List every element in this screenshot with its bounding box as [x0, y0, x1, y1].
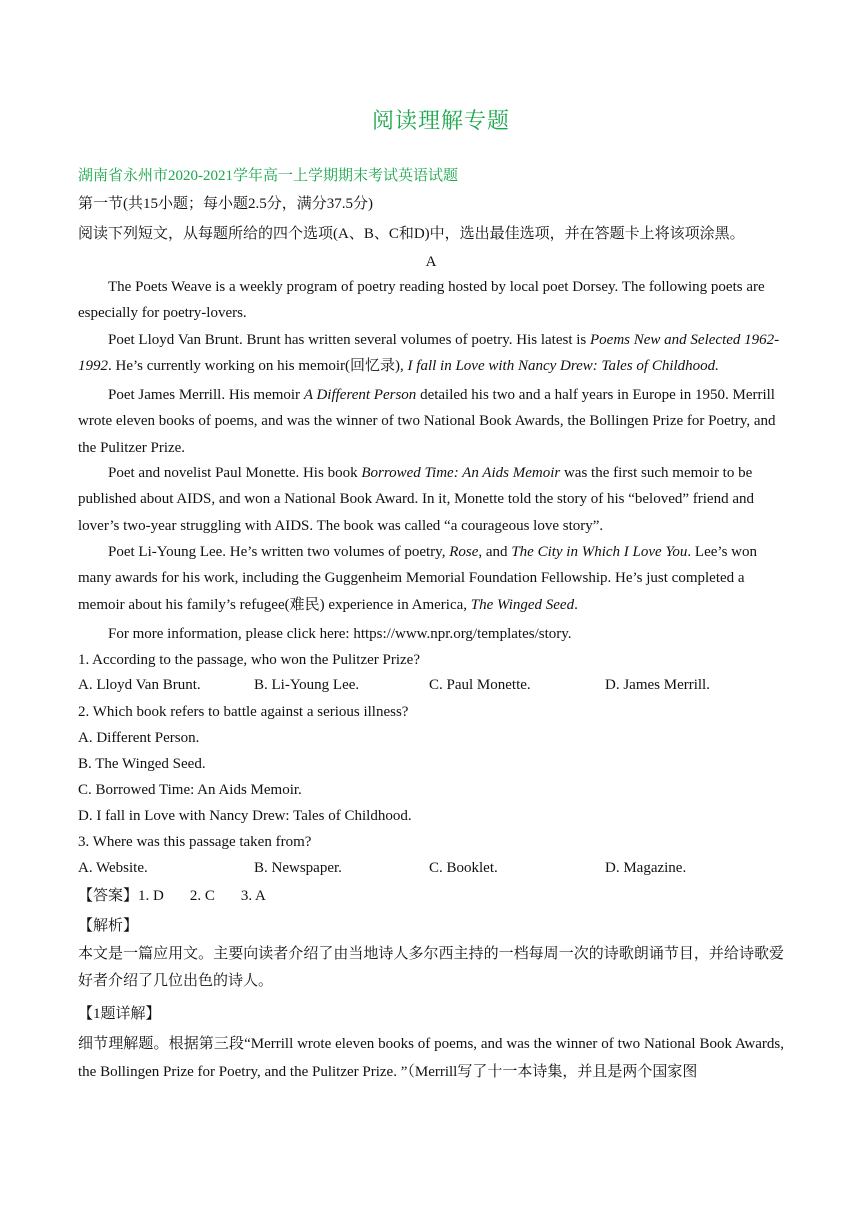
section-heading: 第一节(共15小题；每小题2.5分，满分37.5分) — [78, 196, 373, 212]
q3-option-c: C. Booklet. — [429, 860, 498, 876]
q2-option-b: B. The Winged Seed. — [78, 756, 206, 772]
passage-paragraph-2: Poet Lloyd Van Brunt. Brunt has written several volumes of poetry. His latest is Poems New and Selected 1962-1992. He’s currently working on his memoir(回忆录), I fall in Love with Nancy Drew: Tales of Childhood. — [78, 332, 780, 375]
instruction: 阅读下列短文，从每题所给的四个选项(A、B、C和D)中，选出最佳选项，并在答题卡上将该项涂黑。 — [78, 226, 745, 242]
answer-1: 1. D — [138, 888, 164, 904]
detail-text: 细节理解题。根据第三段“Merrill wrote eleven books of poems, and was the winner of two National Book Awards, the Bollingen Prize for Poetry, and the Pulitzer Prize. ”（Merrill写了十一本诗集，并且是两个国家图 — [78, 1036, 784, 1080]
passage-paragraph-1: The Poets Weave is a weekly program of poetry reading hosted by local poet Dorsey. The following poets are especially for poetry-lovers. — [78, 279, 765, 322]
exam-source: 湖南省永州市2020-2021学年高一上学期期末考试英语试题 — [78, 168, 458, 184]
question-1-stem: 1. According to the passage, who won the Pulitzer Prize? — [78, 652, 420, 668]
q2-option-d: D. I fall in Love with Nancy Drew: Tales of Childhood. — [78, 808, 412, 824]
q3-option-b: B. Newspaper. — [254, 860, 342, 876]
q1-option-c: C. Paul Monette. — [429, 677, 531, 693]
answer-label: 【答案】 — [78, 888, 139, 904]
q1-option-b: B. Li-Young Lee. — [254, 677, 360, 693]
analysis-label: 【解析】 — [78, 918, 139, 934]
q1-option-a: A. Lloyd Van Brunt. — [78, 677, 201, 693]
question-2-stem: 2. Which book refers to battle against a serious illness? — [78, 704, 409, 720]
question-3-stem: 3. Where was this passage taken from? — [78, 834, 312, 850]
answer-3: 3. A — [240, 888, 266, 904]
passage-paragraph-3: Poet James Merrill. His memoir A Different Person detailed his two and a half years in Europe in 1950. Merrill wrote eleven books of poems, and was the winner of two National Book Awards, the Bollingen Prize for Poetry, and the Pulitzer Prize. — [78, 387, 776, 456]
q2-option-a: A. Different Person. — [78, 730, 200, 746]
passage-paragraph-6: For more information, please click here: https://www.npr.org/templates/story. — [108, 626, 572, 642]
passage-paragraph-5: Poet Li-Young Lee. He’s written two volumes of poetry, Rose, and The City in Which I Love You. Lee’s won many awards for his work, including the Guggenheim Memorial Foundation Fellowship. He’s just completed a memoir about his family’s refugee(难民) experience in America, The Winged Seed. — [78, 544, 757, 613]
q1-option-d: D. James Merrill. — [605, 677, 710, 693]
q2-option-c: C. Borrowed Time: An Aids Memoir. — [78, 782, 302, 798]
passage-paragraph-4: Poet and novelist Paul Monette. His book Borrowed Time: An Aids Memoir was the first such memoir to be published about AIDS, and won a National Book Award. In it, Monette told the story of his “beloved” friend and lover’s two-year struggling with AIDS. The book was called “a courageous love story”. — [78, 465, 754, 534]
q3-option-d: D. Magazine. — [605, 860, 687, 876]
answer-2: 2. C — [189, 888, 215, 904]
answer-line — [78, 883, 266, 909]
q3-option-a: A. Website. — [78, 860, 148, 876]
analysis-text: 本文是一篇应用文。主要向读者介绍了由当地诗人多尔西主持的一档每周一次的诗歌朗诵节目，并给诗歌爱好者介绍了几位出色的诗人。 — [78, 946, 784, 989]
page-title: 阅读理解专题 — [371, 108, 510, 133]
passage-label: A — [425, 254, 437, 270]
detail-label: 【1题详解】 — [78, 1006, 161, 1022]
